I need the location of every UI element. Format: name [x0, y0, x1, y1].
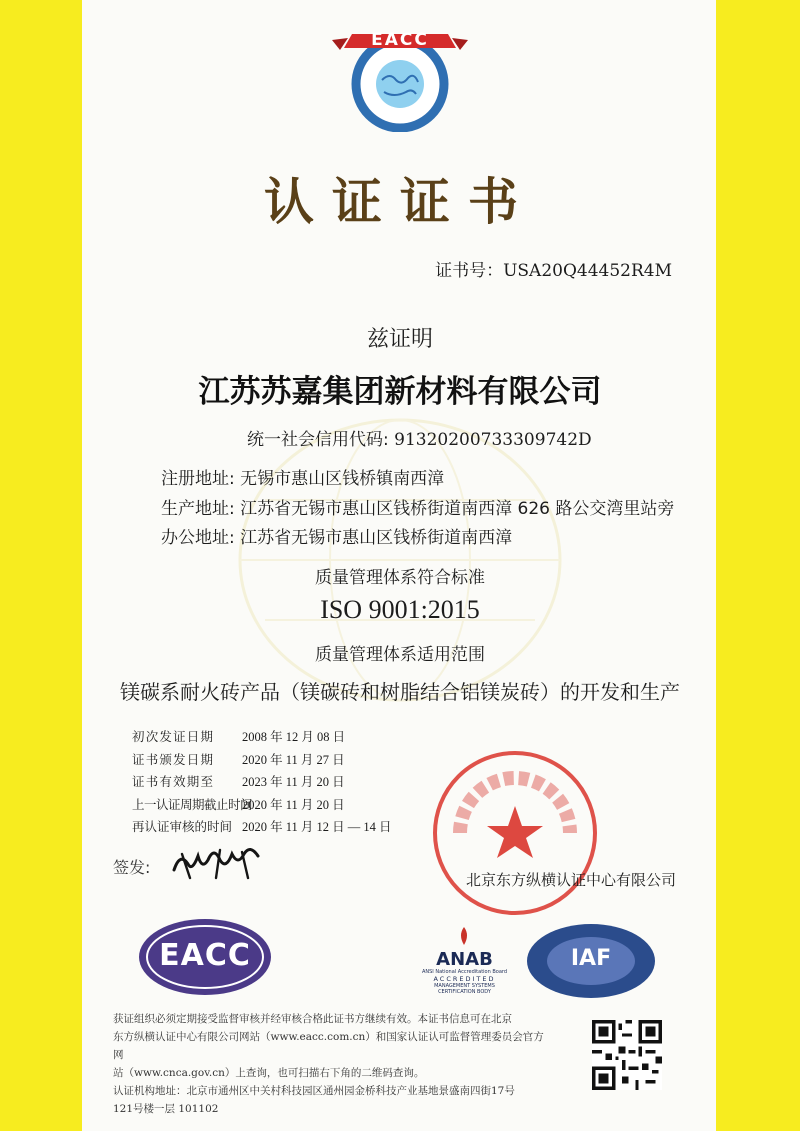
issuer-name: 北京东方纵横认证中心有限公司 — [466, 871, 677, 889]
eacc-badge-text: EACC — [159, 938, 251, 973]
certificate-title: 认证证书 — [264, 173, 536, 231]
address-label: 办公地址: — [161, 528, 235, 548]
footnote-line: 东方纵横认证中心有限公司网站（www.eacc.com.cn）和国家认证认可监督管理委员会官方网 — [113, 1031, 544, 1061]
credit-code-value: 91320200733309742D — [394, 430, 592, 450]
signature-image — [168, 840, 268, 886]
date-label: 再认证审核的时间 — [132, 820, 233, 834]
date-value: 2020 年 11 月 20 日 — [242, 797, 345, 812]
address-label: 生产地址: — [161, 499, 235, 519]
address-label: 注册地址: — [161, 469, 235, 489]
anab-line1: ANSI National Accreditation Board — [421, 969, 508, 975]
address-value: 无锡市惠山区钱桥镇南西漳 — [240, 469, 445, 489]
footnote — [113, 1010, 545, 1118]
date-label: 证书有效期至 — [132, 775, 215, 789]
date-row — [132, 771, 392, 794]
footnote-line: 121号楼一层 101102 — [113, 1103, 219, 1115]
anab-line4: CERTIFICATION BODY — [438, 989, 491, 995]
anab-line2: ACCREDITED — [433, 975, 496, 983]
date-row — [132, 794, 392, 817]
hereby-certify: 兹证明 — [366, 327, 433, 352]
top-logo-brand: EACC — [371, 30, 429, 50]
date-label: 上一认证周期截止时间 — [132, 797, 253, 812]
date-label: 证书颁发日期 — [132, 752, 215, 767]
iaf-badge-text: IAF — [570, 946, 612, 971]
date-label: 初次发证日期 — [132, 730, 215, 744]
date-row — [132, 749, 392, 772]
address-value: 江苏省无锡市惠山区钱桥街道南西漳 — [240, 528, 513, 548]
date-value: 2020 年 11 月 12 日 — 14 日 — [242, 820, 392, 834]
standard-label: 质量管理体系符合标准 — [315, 568, 485, 588]
footnote-line: 获证组织必须定期接受监督审核并经审核合格此证书方继续有效。本证书信息可在北京 — [113, 1013, 512, 1025]
credit-code-label: 统一社会信用代码: — [247, 430, 389, 450]
date-value: 2023 年 11 月 20 日 — [242, 775, 345, 789]
company-name: 江苏苏嘉集团新材料有限公司 — [198, 374, 602, 410]
signed-label: 签发: — [113, 858, 151, 877]
date-value: 2008 年 12 月 08 日 — [242, 730, 346, 744]
address-value: 江苏省无锡市惠山区钱桥街道南西漳 626 路公交湾里站旁 — [240, 499, 675, 519]
certificate-number: 证书号：USA20Q44452R4M — [435, 261, 672, 281]
globe-watermark — [195, 410, 605, 710]
anab-line3: MANAGEMENT SYSTEMS — [434, 983, 495, 989]
dates-table — [132, 726, 392, 839]
footnote-line: 站（www.cnca.gov.cn）上查询，也可扫描右下角的二维码查询。 — [113, 1067, 425, 1079]
date-row — [132, 726, 392, 749]
date-row — [132, 816, 392, 839]
date-value: 2020 年 11 月 27 日 — [242, 752, 345, 767]
anab-badge — [413, 925, 516, 997]
anab-title: ANAB — [436, 949, 493, 970]
qr-code[interactable] — [592, 1020, 662, 1090]
anab-flame-icon — [413, 925, 516, 947]
standard-value: ISO 9001:2015 — [320, 595, 480, 624]
registered-address — [161, 464, 444, 489]
scope-label: 质量管理体系适用范围 — [315, 645, 485, 665]
footnote-line: 认证机构地址：北京市通州区中关村科技园区通州园金桥科技产业基地景盛南四街17号 — [113, 1085, 515, 1097]
office-address — [161, 523, 512, 548]
production-address — [161, 494, 674, 519]
official-seal — [430, 748, 600, 918]
credit-code — [247, 425, 592, 450]
scope-value: 镁碳系耐火砖产品（镁碳砖和树脂结合铝镁炭砖）的开发和生产 — [120, 680, 680, 704]
